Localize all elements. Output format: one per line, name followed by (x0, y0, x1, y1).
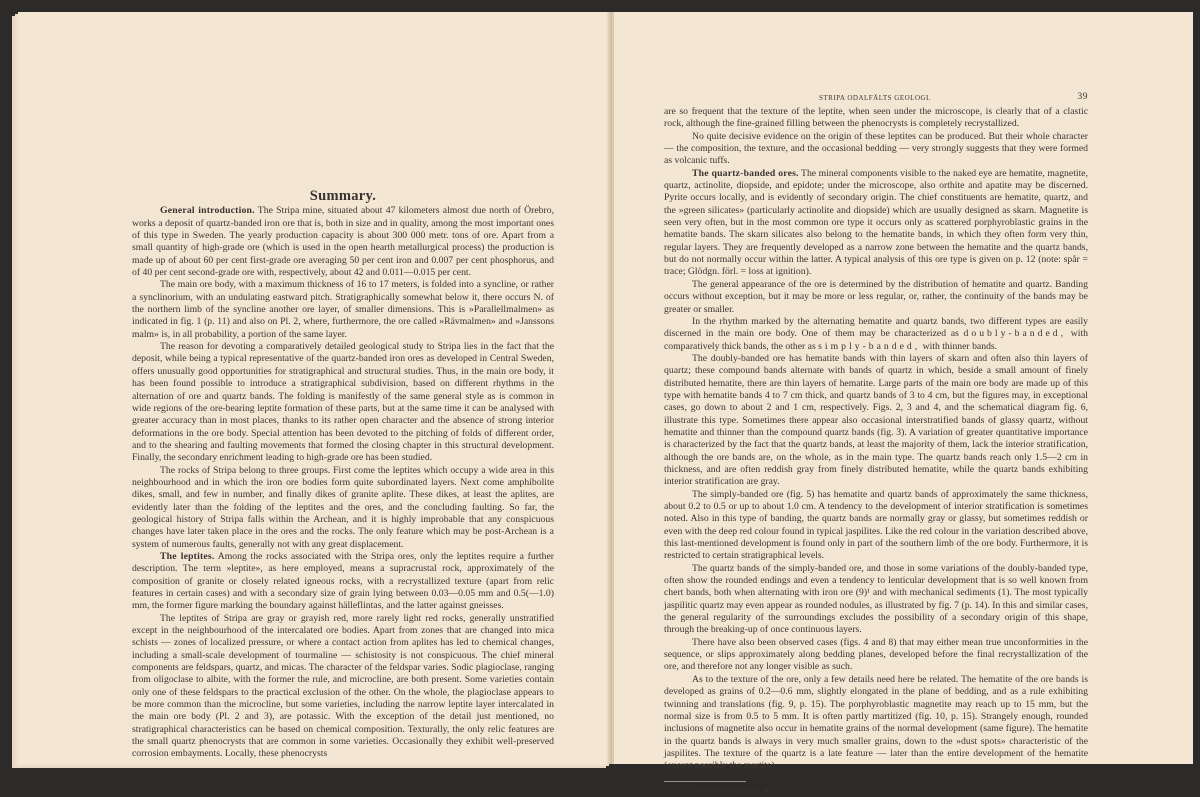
paragraph (132, 551, 554, 613)
page-number: 39 (1077, 92, 1088, 102)
paragraph: The rocks of Stripa belong to three groups. First come the leptites which occupy a wide area in this neighbourhood and in which the iron ore bodies form quite subordinated layers. Next come amphibolite dikes, small, and few in number, and finally dikes of granite aplite. These dikes, at least the aplites, are evidently later than the folding of the leptites and the ores, and the concluding faulting. So far, the geological history of Stripa falls within the Archean, and it is highly improbable that any conspicuous changes have later taken place in the ores and the rocks. The only feature which may be post-Archean is a system of numerous faults, generally not with any great displacement. (132, 464, 554, 550)
right-page (613, 12, 1193, 795)
footnote: ¹ See list of literature, p. 43. (690, 785, 774, 795)
paragraph-heading: General introduction. (160, 205, 255, 217)
paragraph-text: The Stripa mine, situated about 47 kilometers almost due north of Örebro, works a deposit of quartz-banded iron ore that is, both in size and in quality, among the most important ones of this type in Sweden. The yearly production capacity is about 300 000 metr. tons of ore. Apart from a small quantity of high-grade ore (which is used in the open hearth metallurgical process) the production is made up of about 60 per cent first-grade ore averaging 50 per cent iron and 0.007 per cent phosphorus, and of 40 per cent second-grade ore with, respectively, about 42 and 0.011—0.015 per cent. (132, 205, 554, 279)
paragraph-text: In the rhythm marked by the alternating hematite and quartz bands, two different types are easily discerned in the main ore body. One of them may be characterized as (664, 315, 1088, 340)
paragraph: No quite decisive evidence on the origin of these leptites can be produced. But their whole character — the composition, the texture, and the occasional bedding — very strongly suggests that they were formed as volcanic tuffs. (664, 130, 1088, 167)
footnote-rule (664, 781, 746, 782)
paragraph (664, 168, 1088, 279)
paragraph-heading: The quartz-banded ores. (692, 167, 799, 179)
paragraph-text: Among the rocks associated with the Stripa ores, only the leptites require a further description. The term »leptite», as here employed, means a supracrustal rock, approximately of the composition of granite or closely related igneous rocks, with a recrystallized texture (apart from relic features in certain cases) and with a secondary size of grain lying between 0.03—0.05 mm and 0.5(—1.0) mm, the former figure marking the boundary against hälleflintas, and the latter against gneisses. (132, 550, 554, 612)
paragraph: The quartz bands of the simply-banded ore, and those in some variations of the doubly-banded type, often show the rounded endings and even a tendency to lenticular development that is so well known from chert bands, both when alternating with iron ore (9)¹ and with mechanical sediments (1). The most typically jaspilitic quartz may even appear as rounded nodules, as illustrated by fig. 7 (p. 14). In this and similar cases, the general regularity of the surroundings excludes the possibility of a secondary origin of this shape, through the breaking-up of once continuous layers. (664, 562, 1088, 636)
running-head-title: STRIPA ODALFÄLTS GEOLOGI. (819, 94, 932, 102)
paragraph-text: with comparatively thick bands, the other as (664, 328, 1088, 352)
spaced-emphasis: simply-banded, (818, 340, 921, 352)
right-page-text (664, 92, 1088, 797)
paragraph: are so frequent that the texture of the leptite, when seen under the microscope, is clearly that of a clastic rock, although the fine-grained filling between the phenocrysts is completely recrystallized. (664, 106, 1088, 130)
paragraph: The leptites of Stripa are gray or grayish red, more rarely light red rocks, generally unstratified except in the neighbourhood of the intercalated ore bodies. Apart from zones that are changed into mica schists — zones of localized pressure, or where a contact action from aplites has led to chemical changes, including a small-scale development of tourmaline — schistosity is not conspicuous. The chief mineral components are feldspars, quartz, and micas. The character of the feldspar varies. Sodic plagioclase, ranging from oligoclase to albite, with the former the rule, and microcline, are both present. Some varieties contain only one of these feldspars to the practical exclusion of the other. On the whole, the plagioclase appears to be more common than the microcline, but some varieties, including the narrow leptite layer intercalated in the main ore body (Pl. 2 and 3), are potassic. With the exception of the detail just mentioned, no stratigraphical characteristics can be based on chemical composition. Texturally, the only relic features are the small quartz phenocrysts that are common in some varieties. Occasionally they exhibit well-preserved corrosion embayments. Locally, these phenocrysts (132, 612, 554, 760)
paragraph-text: with thinner bands. (920, 340, 998, 352)
paragraph: There have also been observed cases (figs. 4 and 8) that may either mean true unconformities in the sequence, or slips approximately along bedding planes, developed before the final recrystallization of the ore, and therefore not any longer visible as such. (664, 636, 1088, 673)
paragraph (132, 205, 554, 279)
running-header (664, 92, 1088, 106)
left-page (18, 12, 612, 764)
paragraph-heading: The leptites. (160, 550, 215, 562)
paragraph: The general appearance of the ore is determined by the distribution of hematite and quartz. Banding occurs without exception, but it may be more or less regular, or, rather, the continuity of the bands may be greater or smaller. (664, 278, 1088, 315)
paragraph: The reason for devoting a comparatively detailed geological study to Stripa lies in the fact that the deposit, while being a typical representative of the quartz-banded iron ores as developed in Central Sweden, offers unusually good opportunities for stratigraphical and structural studies. Thus, in the main ore body, it has been found possible to introduce a stratigraphical subdivision, based on different rhythms in the alternation of ore and quartz bands. The folding is manifestly of the same general style as is common in wide regions of the ore-bearing leptite formation of these parts, but at the same time it can be analysed with greater accuracy than in most places, thanks to its rather open character and the absence of strong interior deformations in the ore body. Special attention has been devoted to the pitching of folds of different order, and to the shearing and faulting movements that formed the closing chapter in this structural development. Finally, the secondary enrichment leading to high-grade ore has been studied. (132, 341, 554, 464)
paragraph: The doubly-banded ore has hematite bands with thin layers of skarn and often also thin layers of quartz; these compound bands alternate with bands of quartz in which, beside a small amount of finely distributed hematite, there are thin layers of hematite. Large parts of the main ore body are made up of this type with hematite bands 4 to 7 cm thick, and quartz bands of 3 to 4 cm, but the figures may, in exceptional cases, go down to about 2 and 1 cm, respectively. Figs. 2, 3 and 4, and the schematical diagram fig. 6, illustrate this type. Sometimes there appear also occasional interstratified bands of glassy quartz, without hematite and thinner than the compound quartz bands (fig. 3). A variation of greater quantitative importance is characterized by the fact that the quartz bands, at least the majority of them, lack the interior stratification, although the ore bands are, on the whole, as in the main type. The quartz bands reach only 1.5—2 cm in thickness, and are often reddish gray from finely distributed hematite, while the quartz bands exhibiting interior stratification are gray. (664, 352, 1088, 488)
paragraph: The simply-banded ore (fig. 5) has hematite and quartz bands of approximately the same thickness, about 0.2 to 0.5 or up to about 1.0 cm. A tendency to the development of interior stratification is sometimes noted. Also in this type of banding, the quartz bands are normally gray or glassy, but sometimes reddish or even with the deep red colour found in typical jaspilites. Like the red colour in the variation described above, this last-mentioned development is found only in part of the southern limb of the ore body. Furthermore, it is restricted to certain stratigraphical levels. (664, 488, 1088, 562)
section-title: Summary. (309, 188, 377, 204)
paragraph: The main ore body, with a maximum thickness of 16 to 17 meters, is folded into a syncline, or rather a synclinorium, with an undulating eastward pitch. Stratigraphically somewhat below it, there occurs N. of the northern limb of the syncline another ore layer, of smaller dimensions. This is »Parallellmalmen» as indicated in fig. 1 (p. 11) and also on Pl. 2, where, furthermore, the ore called »Rävmalmen» and »Janssons malm» is, in all probability, a portion of the same layer. (132, 279, 554, 340)
paragraph-text: The mineral components visible to the naked eye are hematite, magnetite, quartz, actinolite, diopside, and epidote; under the microscope, also orthite and apatite may be discerned. Pyrite occurs locally, and is evidently of secondary origin. The chief constituents are hematite, quartz, and the »green silicates» (particularly actinolite and diopside) which are usually designed as skarn. Magnetite is seen very often, but in the most common ore type it occurs only as scattered porphyroblastic grains in the hematite bands. The skarn silicates also belong to the hematite bands, in which they often form very thin, regular layers. They are frequently developed as a narrow zone between the hematite and the quartz bands, but do not normally occur within the latter. A typical analysis of this ore type is given on p. 12 (note: spår = trace; Glödgn. förl. = loss at ignition). (664, 167, 1088, 278)
paragraph (664, 316, 1088, 353)
spaced-emphasis: doubly-banded, (963, 328, 1067, 340)
paragraph: As to the texture of the ore, only a few details need here be related. The hematite of the ore bands is developed as grains of 0.2—0.6 mm, slightly elongated in the plane of bedding, and as a rule exhibiting twinning and translations (fig. 9, p. 15). The porphyroblastic magnetite may reach up to 15 mm, but the normal size is from 0.5 to 5 mm. It is often partly martitized (fig. 10, p. 15). Strangely enough, rounded inclusions of magnetite also occur in hematite grains of the normal development (same figure). The hematite in the quartz bands is always in very much smaller grains, down to the »dust spots» characteristic of the jaspilites. The texture of the quartz is a late feature — later than the entire development of the hematite (except possibly the martite) (664, 673, 1088, 772)
left-page-text (132, 190, 554, 761)
